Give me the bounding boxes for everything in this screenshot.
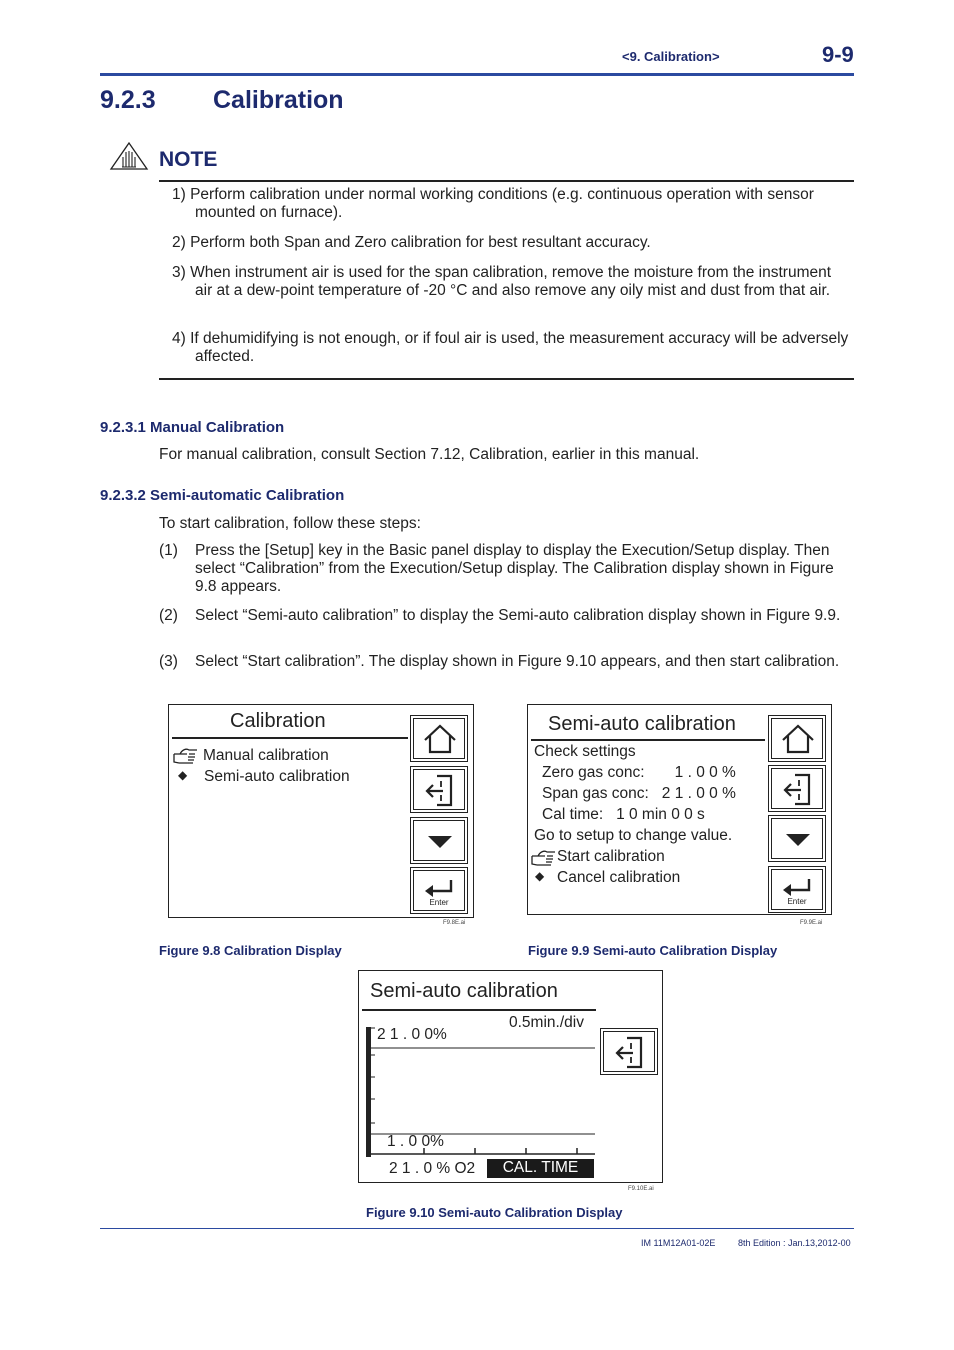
down-button[interactable] bbox=[768, 815, 826, 862]
enter-button-label: Enter bbox=[429, 898, 449, 907]
manual-calibration-title: 9.2.3.1 Manual Calibration bbox=[100, 419, 285, 436]
semi-calibration-title: 9.2.3.2 Semi-automatic Calibration bbox=[100, 487, 345, 504]
step-text: Select “Semi-auto calibration” to display the Semi-auto calibration display shown in Figure 9.9. bbox=[195, 607, 841, 624]
edition-info: 8th Edition : Jan.13,2012-00 bbox=[738, 1238, 851, 1248]
zero-gas-conc-value: Zero gas conc: 1 . 0 0 % bbox=[542, 764, 736, 781]
span-gas-conc-value: Span gas conc: 2 1 . 0 0 % bbox=[542, 785, 736, 802]
caution-hand-icon bbox=[109, 141, 149, 171]
panel-title: Semi-auto calibration bbox=[548, 713, 736, 735]
calibration-display-panel bbox=[168, 704, 474, 918]
down-button[interactable] bbox=[410, 817, 468, 864]
panel-title: Semi-auto calibration bbox=[370, 980, 558, 1002]
step-text: Press the [Setup] key in the Basic panel display to display the Execution/Setup display. Then select “Calibration” from the Execution/Setup display. The Calibration display shown in Figure 9.8 appears. bbox=[195, 542, 834, 595]
pointing-hand-icon bbox=[531, 849, 557, 867]
step-1 bbox=[159, 542, 859, 596]
note-item-3: 3) When instrument air is used for the span calibration, remove the moisture from the instrument air at a dew-point temperature of -20 °C and also remove any oily mist and dust from that air. bbox=[172, 264, 832, 299]
figure-file-tag: F9.10E.ai bbox=[628, 1186, 654, 1192]
figure-file-tag: F9.9E.ai bbox=[800, 920, 823, 926]
semi-calibration-intro: To start calibration, follow these steps: bbox=[159, 515, 421, 532]
step-3 bbox=[159, 653, 859, 671]
header-section-label: <9. Calibration> bbox=[622, 49, 720, 64]
trend-time-scale: 0.5min./div bbox=[509, 1014, 584, 1031]
check-settings-label: Check settings bbox=[534, 743, 636, 760]
down-arrow-icon bbox=[769, 816, 827, 863]
semi-auto-calibration-panel bbox=[527, 704, 832, 915]
o2-reading: 2 1 . 0 % O2 bbox=[389, 1160, 476, 1177]
down-arrow-icon bbox=[411, 818, 469, 865]
step-2 bbox=[159, 607, 859, 625]
semi-auto-calibration-trend-panel bbox=[358, 970, 663, 1183]
figure-9-8-caption: Figure 9.8 Calibration Display bbox=[159, 943, 342, 958]
diamond-bullet-icon: ◆ bbox=[178, 768, 188, 782]
enter-button[interactable] bbox=[768, 866, 826, 913]
cal-time-status: CAL. TIME bbox=[487, 1159, 594, 1178]
step-text: Select “Start calibration”. The display shown in Figure 9.10 appears, and then start calibration. bbox=[195, 653, 840, 670]
page-number: 9-9 bbox=[822, 42, 854, 67]
footer-rule bbox=[100, 1228, 854, 1229]
trend-upper-limit: 2 1 . 0 0% bbox=[377, 1026, 447, 1043]
pointing-hand-icon bbox=[173, 747, 199, 765]
note-item-4: 4) If dehumidifying is not enough, or if foul air is used, the measurement accuracy will be adversely affected. bbox=[172, 330, 849, 365]
back-button[interactable] bbox=[768, 765, 826, 812]
note-rule-bottom bbox=[159, 378, 854, 380]
note-item-2: 2) Perform both Span and Zero calibration for best resultant accuracy. bbox=[172, 234, 651, 251]
header-rule bbox=[100, 73, 854, 76]
section-number: 9.2.3 bbox=[100, 86, 156, 114]
menu-item-manual-calibration[interactable]: Manual calibration bbox=[203, 747, 329, 764]
panel-title-rule bbox=[531, 739, 765, 741]
step-number: (3) bbox=[159, 653, 178, 670]
panel-title: Calibration bbox=[230, 710, 326, 732]
exit-icon bbox=[601, 1029, 659, 1076]
home-icon bbox=[411, 716, 469, 763]
panel-title-rule bbox=[172, 737, 408, 739]
figure-file-tag: F9.8E.ai bbox=[443, 920, 466, 926]
setup-hint-text: Go to setup to change value. bbox=[534, 827, 733, 844]
home-icon bbox=[769, 716, 827, 763]
menu-item-start-calibration[interactable]: Start calibration bbox=[557, 848, 665, 865]
trend-lower-limit: 1 . 0 0% bbox=[387, 1133, 444, 1150]
note-rule-top bbox=[159, 180, 854, 182]
menu-item-semi-auto-calibration[interactable]: Semi-auto calibration bbox=[204, 768, 350, 785]
step-number: (2) bbox=[159, 607, 178, 624]
back-button[interactable] bbox=[600, 1028, 658, 1075]
enter-icon bbox=[769, 867, 827, 914]
section-title-text: Calibration bbox=[213, 86, 344, 114]
back-button[interactable] bbox=[410, 766, 468, 813]
exit-icon bbox=[769, 766, 827, 813]
exit-icon bbox=[411, 767, 469, 814]
enter-button[interactable] bbox=[410, 867, 468, 914]
home-button[interactable] bbox=[768, 715, 826, 762]
manual-calibration-text: For manual calibration, consult Section 7.12, Calibration, earlier in this manual. bbox=[159, 446, 700, 463]
home-button[interactable] bbox=[410, 715, 468, 762]
step-number: (1) bbox=[159, 542, 178, 559]
figure-9-9-caption: Figure 9.9 Semi-auto Calibration Display bbox=[528, 943, 778, 958]
menu-item-cancel-calibration[interactable]: Cancel calibration bbox=[557, 869, 681, 886]
diamond-bullet-icon: ◆ bbox=[535, 869, 545, 883]
section-title bbox=[100, 86, 344, 115]
note-title: NOTE bbox=[159, 148, 218, 171]
enter-icon bbox=[411, 868, 469, 915]
note-item-1: 1) Perform calibration under normal working conditions (e.g. continuous operation with sensor mounted on furnace). bbox=[172, 186, 814, 221]
cal-time-value: Cal time: 1 0 min 0 0 s bbox=[542, 806, 705, 823]
enter-button-label: Enter bbox=[787, 897, 807, 906]
figure-9-10-caption: Figure 9.10 Semi-auto Calibration Display bbox=[366, 1205, 623, 1220]
trend-graph bbox=[359, 971, 664, 1184]
document-number: IM 11M12A01-02E bbox=[641, 1238, 716, 1248]
